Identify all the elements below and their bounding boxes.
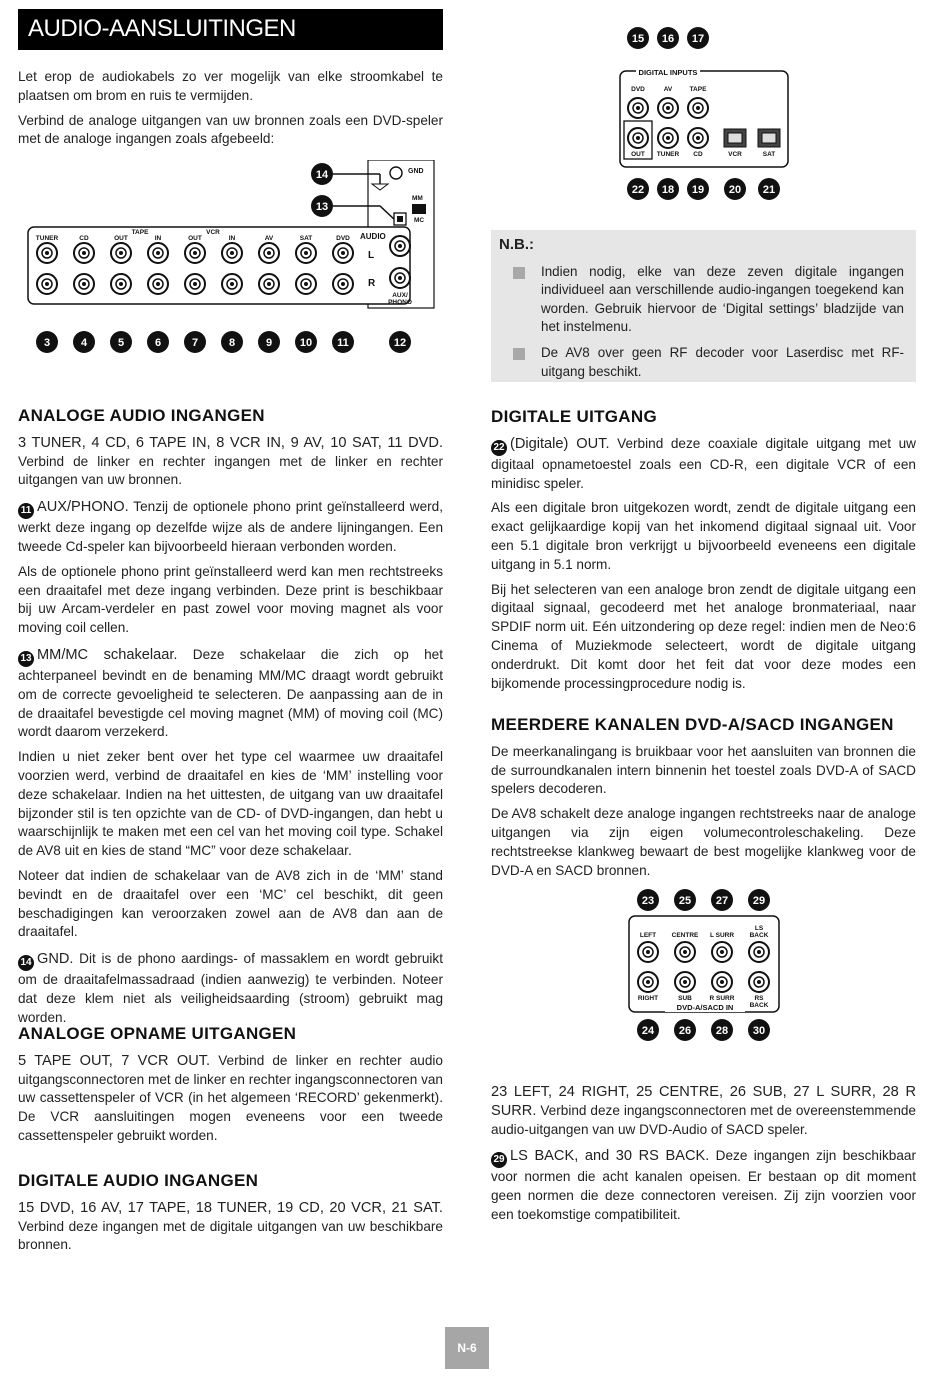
- callout-14-icon: 14: [18, 955, 34, 971]
- square-bullet-icon: [513, 267, 525, 279]
- callout-27: 27: [715, 895, 729, 907]
- note-item: [499, 263, 904, 337]
- jack-label-left: LEFT: [639, 932, 657, 939]
- jack-label-r-surr: R SURR: [709, 995, 735, 1002]
- mm-paragraph: [18, 646, 443, 742]
- callout-7: 7: [191, 337, 199, 349]
- digital-input-panel-diagram: [618, 25, 798, 205]
- analog-input-panel-diagram: [20, 160, 445, 360]
- square-bullet-icon: [513, 348, 525, 360]
- section-multichannel-inputs: [491, 1083, 916, 1231]
- note-box: [491, 230, 916, 382]
- body-text: Dit is de phono aardings- of massaklem en wordt gebruikt om de draaitafelmassadraad (indien aanwezig) te verbinden. Noteer dat deze klem niet als veiligheidsaarding (stroom) gebruikt mag worden.: [18, 951, 443, 1025]
- body-paragraph: Als de optionele phono print geïnstalleerd werd kan men rechtstreeks een draaitafel met deze ingang verbinden. Deze print is beschikbaar bij uw Arcam-verdeler en past zowel voor moving magnet als voor moving coil cellen.: [18, 563, 443, 636]
- note-text: Indien nodig, elke van deze zeven digitale ingangen individueel aan verschillende audio-ingangen toegekend kan worden. Gebruik hiervoor de ‘Digital settings’ bladzijde van het instelmenu.: [541, 263, 904, 335]
- jack-label-tape: TAPE: [689, 86, 707, 93]
- jack-label-vcr: VCR: [728, 151, 742, 158]
- group-label-tape: TAPE: [131, 229, 149, 236]
- section-analog-rec: [18, 1025, 443, 1152]
- jack-label-dvd: DVD: [631, 86, 645, 93]
- jack-label-cd: CD: [693, 151, 703, 158]
- jack-label-av: AV: [663, 86, 673, 93]
- section-heading: MEERDERE KANALEN DVD-A/SACD INGANGEN: [491, 715, 894, 734]
- aux-paragraph: [18, 498, 443, 557]
- panel-caption: DVD-A/SACD IN: [676, 1003, 734, 1012]
- body-paragraph: De meerkanalingang is bruikbaar voor het aansluiten van bronnen die de surroundkanalen intern binnenin het toestel zoals DVD-A of SACD spelers decoderen.: [491, 743, 916, 797]
- lead-text: MM/MC schakelaar.: [37, 646, 178, 663]
- jack-label-ls-back: BACK: [749, 932, 769, 939]
- callout-26: 26: [678, 1025, 692, 1037]
- callout-29-icon: 29: [491, 1152, 507, 1168]
- jack-label-tuner: TUNER: [656, 151, 680, 158]
- section-heading: ANALOGE AUDIO INGANGEN: [18, 406, 265, 425]
- jack-label-out: OUT: [631, 151, 645, 158]
- callout-13-icon: 13: [18, 651, 34, 667]
- section-heading: DIGITALE UITGANG: [491, 407, 657, 426]
- aux-phono-label: AUX/: [392, 292, 408, 299]
- body-paragraph: Indien u niet zeker bent over het type cel waarmee uw draaitafel voorzien werd, verbind de draaitafel en kies de ‘MM’ instelling voor deze schakelaar. Indien na het uittesten, de uitgang van uw draaitafel bijzonder stil is ten opzichte van de CD- of DVD-ingangen, dan hebt u waarschijnlijk te maken met een cel van het moving coil type. Schakel de AV8 uit en kies de stand “MC” voor deze schakelaar.: [18, 749, 443, 859]
- mc-label: MC: [414, 217, 425, 224]
- jack-label-vcr-out: OUT: [188, 235, 202, 242]
- callout-4: 4: [80, 337, 88, 349]
- group-label-vcr: VCR: [206, 229, 220, 236]
- intro-paragraph: Let erop de audiokabels zo ver mogelijk van elke stroomkabel te plaatsen om brom en ruis te vermijden.: [18, 69, 443, 103]
- callout-22: 22: [631, 184, 645, 196]
- body-text: Verbind deze ingangen met de digitale uitgangen van uw beschikbare bronnen.: [18, 1218, 443, 1253]
- lead-text: (Digitale) OUT.: [510, 435, 610, 452]
- callout-16: 16: [661, 33, 675, 45]
- section-heading: ANALOGE OPNAME UITGANGEN: [18, 1024, 297, 1043]
- body-paragraph: De AV8 schakelt deze analoge ingangen rechtstreeks naar de analoge uitgangen via zijn eigen volumecontroleschakeling. Deze rechtstreekse klankweg bewaart de best mogelijke klankweg voor de DVD-A en SACD bronnen.: [491, 806, 916, 878]
- lead-paragraph: [491, 435, 916, 494]
- jack-label-vcr-in: IN: [228, 235, 236, 242]
- jack-label-tape-out: OUT: [114, 235, 128, 242]
- callout-12: 12: [393, 337, 407, 349]
- lead-text: 23 LEFT, 24 RIGHT, 25 CENTRE, 26 SUB, 27 L SURR, 28 R SURR.: [491, 1084, 916, 1119]
- jack-label-ls-back: LS: [754, 925, 764, 932]
- callout-18: 18: [661, 184, 675, 196]
- callout-28: 28: [715, 1025, 729, 1037]
- mm-label: MM: [412, 195, 423, 202]
- audio-label: AUDIO: [360, 232, 386, 241]
- lead-paragraph: [18, 1052, 443, 1146]
- section-heading: DIGITALE AUDIO INGANGEN: [18, 1171, 259, 1190]
- callout-9: 9: [265, 337, 273, 349]
- jack-label-dvd: DVD: [336, 235, 350, 242]
- page-number: N-6: [445, 1327, 489, 1369]
- gnd-label: GND: [408, 168, 424, 175]
- body-text: Verbind deze coaxiale digitale uitgang met uw digitaal opnametoestel zoals een CD-R, een digitale VCR of een minidisc speler.: [491, 435, 917, 491]
- intro-paragraph: Verbind de analoge uitgangen van uw bronnen zoals een DVD-speler met de analoge ingangen zoals afgebeeld:: [18, 112, 443, 147]
- section-digital-inputs: [18, 1172, 443, 1261]
- section-digital-out: [491, 408, 916, 699]
- callout-29: 29: [752, 895, 766, 907]
- callout-30: 30: [752, 1025, 766, 1037]
- jack-label-sub: SUB: [678, 995, 692, 1002]
- body-text: Deze schakelaar die zich op het achterpaneel bevindt en de benaming MM/MC draagt wordt gebruikt om de correcte gevoeligheid te selecteren. De aanpassing aan de in de draaitafel bevestigde cel moving magnet (MM) of moving coil (MC) wordt daarom verzekerd.: [18, 646, 443, 740]
- jack-label-sat: SAT: [299, 235, 313, 242]
- lead-text: GND.: [37, 951, 74, 968]
- lead-paragraph: [491, 1083, 916, 1139]
- body-text: Verbind deze ingangsconnectoren met de overeenstemmende audio-uitgangen van uw DVD-Audio of SACD speler.: [491, 1102, 916, 1137]
- jack-label-rs-back: RS: [754, 995, 764, 1002]
- callout-gnd: 14: [315, 169, 329, 181]
- body-text: Deze ingangen zijn beschikbaar voor normen die acht kanalen opeisen. Er bestaan op dit moment geen normen die deze connectoren vereisen. Zij zijn voorzien voor een toekomstige compatibiliteit.: [491, 1148, 916, 1222]
- jack-label-sat: SAT: [762, 151, 776, 158]
- body-paragraph: Noteer dat indien de schakelaar van de AV8 zich in de ‘MM’ stand bevindt en de draaitafel over een ‘MC’ cel beschikt, dit geen beschadigingen kan veroorzaken zowel aan de AV8 dan aan de draaitafel.: [18, 867, 443, 940]
- callout-17: 17: [691, 33, 705, 45]
- callout-15: 15: [631, 33, 645, 45]
- body-text: Verbind de linker en rechter ingangen met de linker en rechter uitgangen van uw bronnen.: [18, 453, 443, 488]
- jack-label-centre: CENTRE: [671, 932, 699, 939]
- body-text: Verbind de linker en rechter audio uitgangsconnectoren met de linker en rechter ingangsconnectoren van uw cassettenspeler of VCR (in het algemeen ‘RECORD’ gekenmerkt). De VCR aansluitingen mogen eveneens voor een tweede cassettenspeler gebruikt worden.: [18, 1052, 443, 1143]
- jack-label-l-surr: L SURR: [709, 932, 735, 939]
- callout-11: 11: [337, 337, 349, 349]
- callout-3: 3: [43, 337, 51, 349]
- lead-text: 3 TUNER, 4 CD, 6 TAPE IN, 8 VCR IN, 9 AV, 10 SAT, 11 DVD.: [18, 434, 443, 451]
- lead-text: AUX/PHONO.: [37, 499, 129, 516]
- lead-paragraph: [18, 434, 443, 490]
- jack-label-tape-in: IN: [154, 235, 162, 242]
- note-text: De AV8 over geen RF decoder voor Laserdisc met RF-uitgang beschikt.: [541, 344, 904, 379]
- body-text: Tenzij de optionele phono print geïnstalleerd werd, werkt deze ingang op dezelfde wijze als de andere lijningangen. Een tweede Cd-speler kan bijvoorbeeld hieraan verbonden worden.: [18, 499, 444, 554]
- jack-label-cd: CD: [79, 235, 89, 242]
- callout-20: 20: [728, 184, 742, 196]
- callout-10: 10: [299, 337, 313, 349]
- section-analog-inputs: [18, 407, 443, 1034]
- callout-24: 24: [641, 1025, 655, 1037]
- r-label: R: [368, 278, 376, 289]
- callout-21: 21: [762, 184, 776, 196]
- jack-label-rs-back: BACK: [749, 1002, 769, 1009]
- page-title: AUDIO-AANSLUITINGEN: [18, 9, 443, 50]
- back-paragraph: [491, 1147, 916, 1224]
- lead-paragraph: [18, 1199, 443, 1255]
- jack-label-right: RIGHT: [637, 995, 659, 1002]
- callout-22-icon: 22: [491, 440, 507, 456]
- lead-text: 5 TAPE OUT, 7 VCR OUT.: [18, 1052, 211, 1069]
- callout-11-icon: 11: [18, 503, 34, 519]
- section-multichannel: [491, 716, 916, 886]
- callout-6: 6: [154, 337, 162, 349]
- gnd-paragraph: [18, 950, 443, 1027]
- jack-label-av: AV: [264, 235, 274, 242]
- intro: [18, 68, 443, 155]
- lead-text: 15 DVD, 16 AV, 17 TAPE, 18 TUNER, 19 CD, 20 VCR, 21 SAT.: [18, 1199, 443, 1216]
- body-paragraph: Als een digitale bron uitgekozen wordt, zendt de digitale uitgang een exact gelijkaardige kopij van het inkomend digitaal signaal uit. Voor een 5.1 digitale bron verkrijgt u bijvoorbeeld eveneens een digitale uitgang in 5.1 norm.: [491, 500, 916, 572]
- lead-text: LS BACK, and 30 RS BACK.: [510, 1148, 710, 1165]
- digital-inputs-title: DIGITAL INPUTS: [638, 68, 698, 77]
- callout-5: 5: [117, 337, 125, 349]
- note-title: N.B.:: [499, 236, 534, 253]
- callout-23: 23: [641, 895, 655, 907]
- callout-25: 25: [678, 895, 692, 907]
- callout-19: 19: [691, 184, 705, 196]
- dvd-a-sacd-panel-diagram: [625, 888, 785, 1046]
- body-paragraph: Bij het selecteren van een analoge bron zendt de digitale uitgang een digitaal signaal, gecodeerd met het analoge bronmateriaal, naar SPDIF norm uit. Eén uitzondering op deze regel: indien men de Neo:6 Cinema of Muziekmode selecteert, wordt de digitale uitgang onderdrukt. Dit komt door het feit dat voor deze modes een bijkomende processingprocedure nodig is.: [491, 581, 916, 691]
- callout-mm: 13: [315, 201, 329, 213]
- note-item: [499, 344, 904, 381]
- jack-label-tuner: TUNER: [35, 235, 59, 242]
- aux-phono-label: PHONO: [388, 299, 412, 306]
- l-label: L: [368, 250, 375, 261]
- callout-8: 8: [228, 337, 236, 349]
